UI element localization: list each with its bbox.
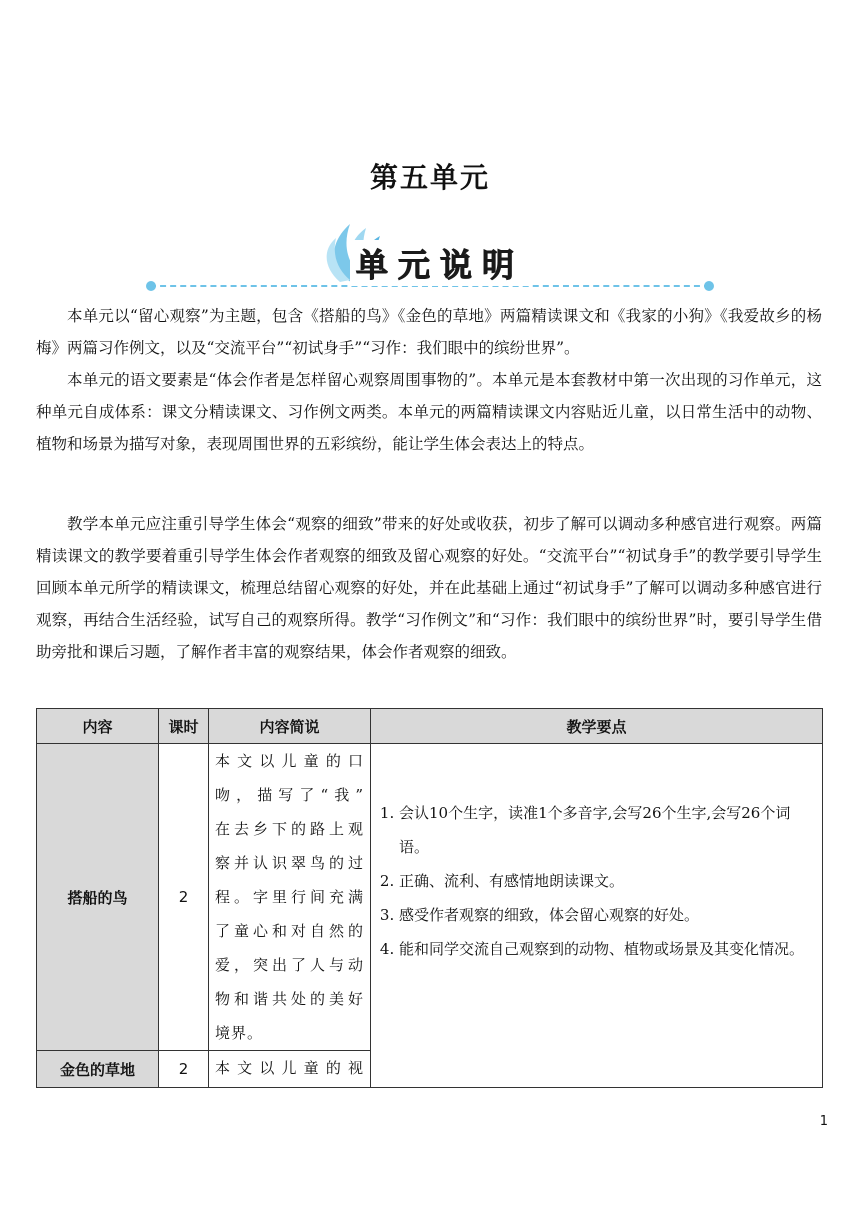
point-item: 4. 能和同学交流自己观察到的动物、植物或场景及其变化情况。 [399,932,814,966]
unit-table [36,708,823,1088]
brief-line: 了童心和对自然的 [215,922,364,940]
divider-dot-right [704,281,714,291]
lesson-name: 搭船的鸟 [37,744,159,1051]
lesson-hours: 2 [159,744,209,1051]
header-hours: 课时 [159,709,209,744]
table-row [37,744,823,1051]
brief-line: 程。字里行间充满 [215,888,364,906]
lesson-hours: 2 [159,1051,209,1088]
section-banner [150,216,710,292]
intro-paragraph-3: 教学本单元应注重引导学生体会“观察的细致”带来的好处或收获，初步了解可以调动多种感官进行观察。两篇精读课文的教学要着重引导学生体会作者观察的细致及留心观察的好处。“交流平台”“初试身手”的教学要引导学生回顾本单元所学的精读课文，梳理总结留心观察的好处，并在此基础上通过“初试身手”了解可以调动多种感官进行观察，再结合生活经验，试写自己的观察所得。教学“习作例文”和“习作：我们眼中的缤纷世界”时，要引导学生借助旁批和课后习题，了解作者丰富的观察结果，体会作者观察的细致。 [36,515,822,661]
brief-line: 在去乡下的路上观 [215,820,364,838]
intro-paragraph-1: 本单元以“留心观察”为主题，包含《搭船的鸟》《金色的草地》两篇精读课文和《我家的小狗》《我爱故乡的杨梅》两篇习作例文，以及“交流平台”“初试身手”“习作：我们眼中的缤纷世界”。 [36,307,822,357]
brief-line: 本文以儿童的视 [215,1059,364,1077]
brief-line: 吻，描写了“我” [215,786,364,804]
brief-line: 本文以儿童的口 [215,752,364,770]
header-brief: 内容简说 [209,709,371,744]
lesson-brief [209,1051,371,1088]
brief-line: 境界。 [215,1024,264,1042]
header-content: 内容 [37,709,159,744]
table-header-row [37,709,823,744]
brief-line: 物和谐共处的美好 [215,990,364,1008]
lesson-brief [209,744,371,1051]
brief-line: 爱，突出了人与动 [215,956,364,974]
point-item: 3. 感受作者观察的细致，体会留心观察的好处。 [399,898,814,932]
header-points: 教学要点 [371,709,823,744]
brief-line: 察并认识翠鸟的过 [215,854,364,872]
intro-paragraph-2: 本单元的语文要素是“体会作者是怎样留心观察周围事物的”。本单元是本套教材中第一次出现的习作单元，这种单元自成体系：课文分精读课文、习作例文两类。本单元的两篇精读课文内容贴近儿童，以日常生活中的动物、植物和场景为描写对象，表现周围世界的五彩缤纷，能让学生体会表达上的特点。 [36,371,822,453]
page-title: 第五单元 [369,161,490,194]
point-item: 2. 正确、流利、有感情地朗读课文。 [399,864,814,898]
lesson-name: 金色的草地 [37,1051,159,1088]
point-item: 1. 会认10个生字，读准1个多音字,会写26个生字,会写26个词语。 [399,796,814,864]
divider-dot-left [146,281,156,291]
banner-title: 单元说明 [350,240,530,286]
teaching-points [371,744,823,1088]
page-number: 1 [819,1114,828,1129]
